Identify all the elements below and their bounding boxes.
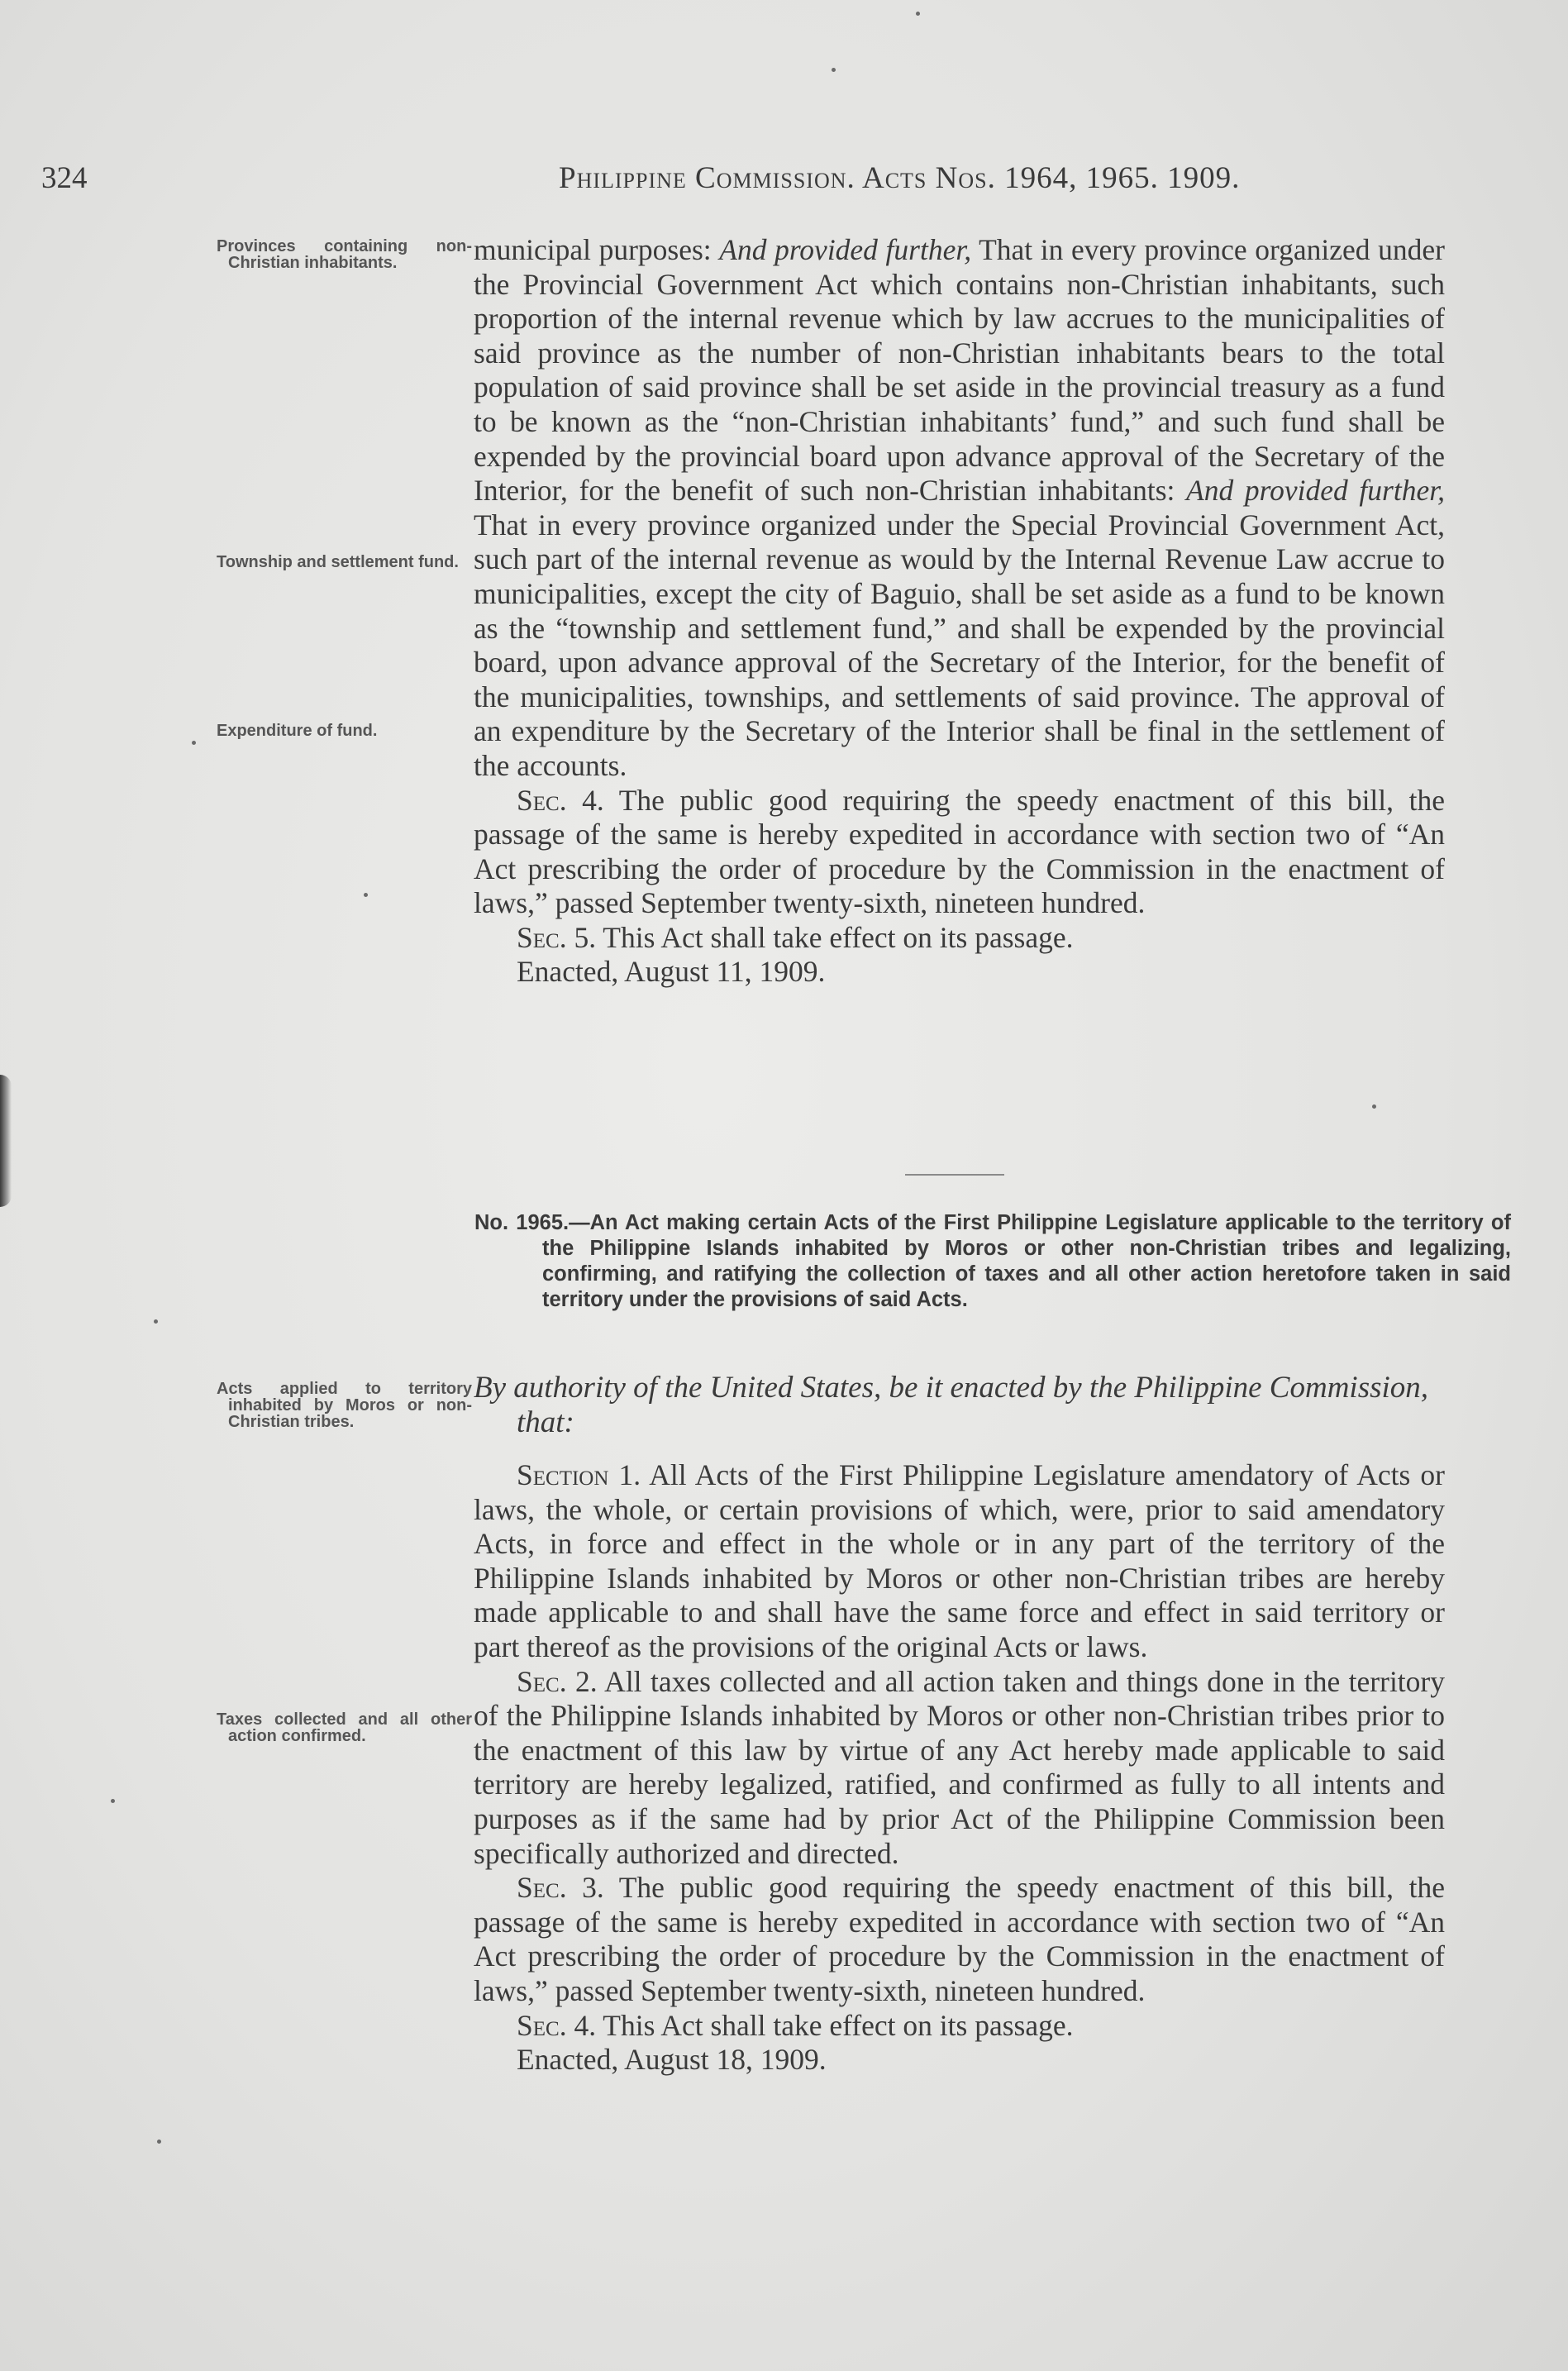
section-4: Sec. 4. The public good requiring the speedy enactment of this bill, the passage of the same is hereby expedited in accordance with section two of “An Act prescribing the order of procedure by the Commission in the enactment of laws,” passed September twenty-sixth, nineteen hundred. bbox=[474, 783, 1445, 920]
act-1964-body bbox=[474, 233, 1445, 990]
scan-speck bbox=[1372, 1104, 1376, 1109]
section-4: Sec. 4. This Act shall take effect on its passage. bbox=[517, 2008, 1074, 2042]
margin-note: Taxes collected and all other action confirmed. bbox=[217, 1710, 472, 1745]
act-divider bbox=[905, 1174, 1004, 1176]
page-edge-shadow bbox=[0, 1075, 12, 1207]
section-1: Section 1. All Acts of the First Philippine Legislature amendatory of Acts or laws, the whole, or certain provisions of which, were, prior to said amendatory Acts, in force and effect in the whole or in any part of the territory of the Philippine Islands inhabited by Moros or other non-Christian tribes are hereby made applicable to and shall have the same force and effect in said territory or part thereof as the provisions of the original Acts or laws. bbox=[474, 1458, 1445, 1663]
scan-speck bbox=[111, 1799, 115, 1803]
scan-speck bbox=[916, 12, 920, 16]
running-head: Philippine Commission. Acts Nos. 1964, 1965. 1909. bbox=[559, 161, 1241, 195]
enacted-date: Enacted, August 18, 1909. bbox=[517, 2043, 827, 2077]
scan-speck bbox=[154, 1319, 158, 1324]
margin-note: Expenditure of fund. bbox=[217, 722, 378, 740]
margin-note: Provinces containing non-Christian inhabitants. bbox=[217, 237, 472, 272]
act-1965-body bbox=[474, 1458, 1445, 2078]
margin-note: Township and settlement fund. bbox=[217, 553, 459, 571]
scan-speck bbox=[832, 68, 836, 72]
scan-speck bbox=[157, 2140, 161, 2144]
section-5: Sec. 5. This Act shall take effect on its passage. bbox=[517, 920, 1074, 954]
page-header bbox=[41, 160, 1446, 207]
enacting-clause: By authority of the United States, be it enacted by the Philippine Commission, that: bbox=[474, 1371, 1429, 1439]
section-3: Sec. 3. The public good requiring the speedy enactment of this bill, the passage of the same is hereby expedited in accordance with section two of “An Act prescribing the order of procedure by the Commission in the enactment of laws,” passed September twenty-sixth, nineteen hundred. bbox=[474, 1871, 1445, 2007]
act-1965-title: No. 1965.—An Act making certain Acts of the First Philippine Legislature applicable to the territory of the Philippine Islands inhabited by Moros or other non-Christian tribes and legalizing, confirming, and ratifying the collection of taxes and all other action heretofore taken in said territory under the provisions of said Acts. bbox=[474, 1211, 1511, 1311]
scan-speck bbox=[364, 893, 368, 897]
margin-note: Acts applied to territory inhabited by Moros or non-Christian tribes. bbox=[217, 1380, 472, 1431]
section-2: Sec. 2. All taxes collected and all action taken and things done in the territory of the Philippine Islands inhabited by Moros or other non-Christian tribes prior to the enactment of this law by virtue of any Act hereby made applicable to said territory are hereby legalized, ratified, and confirmed as fully to all intents and purposes as if the same had by prior Act of the Philippine Commission been specifically authorized and directed. bbox=[474, 1664, 1445, 1870]
scan-speck bbox=[192, 741, 196, 745]
page-number: 324 bbox=[41, 161, 88, 195]
enacted-date: Enacted, August 11, 1909. bbox=[517, 955, 826, 989]
paragraph: municipal purposes: And provided further, That in every province organized under the Provincial Government Act which contains non-Christian inhabitants, such proportion of the internal revenue which by law accrues to the municipalities of said province as the number of non-Christian inhabitants bears to the total population of said province shall be set aside in the provincial treasury as a fund to be known as the “non-Christian inhabitants’ fund,” and such fund shall be expended by the provincial board upon advance approval of the Secretary of the Interior, for the benefit of such non-Christian inhabitants: And provided further, That in every province organized under the Special Provincial Government Act, such part of the internal revenue as would by the Internal Revenue Law accrue to municipalities, except the city of Baguio, shall be set aside as a fund to be known as the “township and settlement fund,” and shall be expended by the provincial board, upon advance approval of the Secretary of the Interior, for the benefit of the municipalities, townships, and settlements of said province. The approval of an expenditure by the Secretary of the Interior shall be final in the settlement of the accounts. bbox=[474, 233, 1445, 782]
